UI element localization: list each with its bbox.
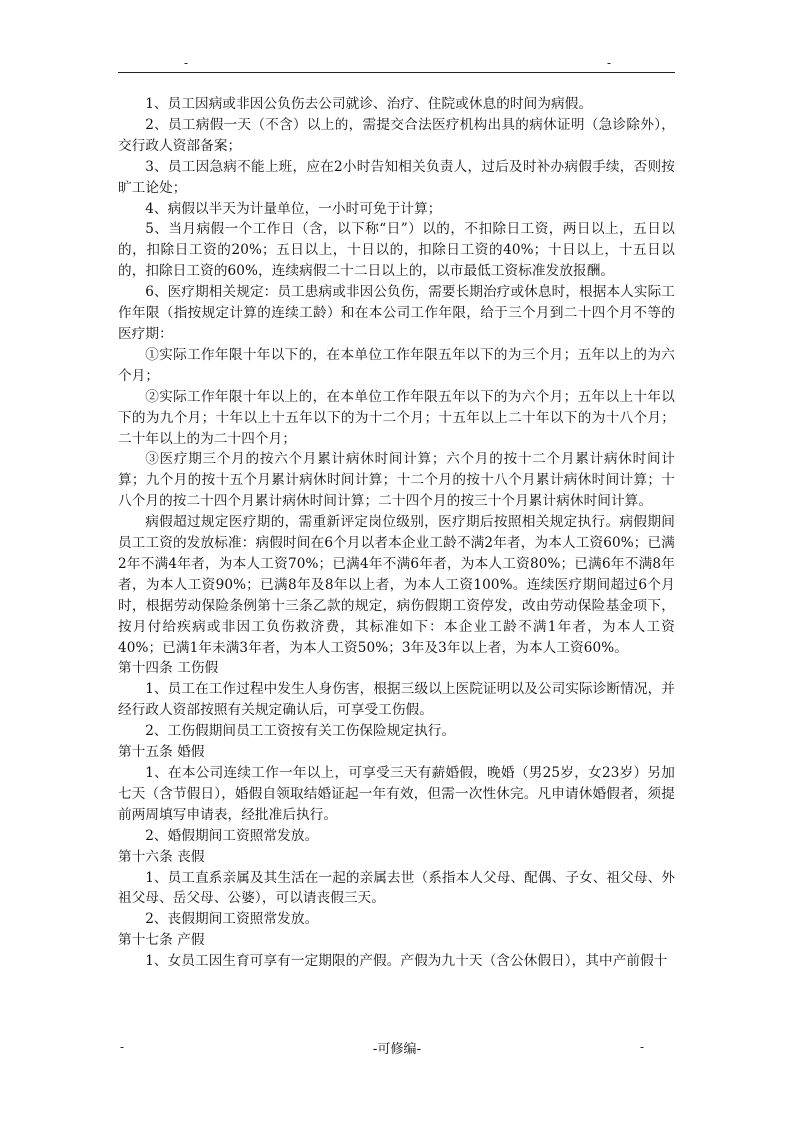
section-heading-marriage-leave: 第十五条 婚假 xyxy=(118,744,205,761)
paragraph: 4、病假以半天为计量单位，一小时可免于计算； xyxy=(145,200,442,217)
section-item: 2、婚假期间工资照常发放。 xyxy=(145,827,319,844)
section-heading-maternity-leave: 第十七条 产假 xyxy=(118,932,205,949)
header-left-mark: - xyxy=(184,56,189,70)
header-rule xyxy=(118,72,675,73)
paragraph: 3、员工因急病不能上班，应在2小时告知相关负责人，过后及时补办病假手续，否则按旷工论处； xyxy=(118,158,675,196)
paragraph: 5、当月病假一个工作日（含，以下称“日”）以的，不扣除日工资，两日以上，五日以的，扣除日工资的20%；五日以上，十日以的，扣除日工资的40%；十日以上，十五日以的，扣除日工资的60%，连续病假二十二日以上的，以市最低工资标准发放报酬。 xyxy=(118,221,675,280)
footer-text: -可修编- xyxy=(372,1042,422,1057)
header-right-mark: - xyxy=(607,56,612,70)
paragraph: ③医疗期三个月的按六个月累计病休时间计算；六个月的按十二个月累计病休时间计算；九个月的按十五个月累计病休时间计算；十二个月的按十八个月累计病休时间计算；十八个月的按二十四个月累计病休时间计算；二十四个月的按三十个月累计病休时间计算。 xyxy=(118,451,675,510)
paragraph: 2、员工病假一天（不含）以上的，需提交合法医疗机构出具的病休证明（急诊除外），交行政人资部备案； xyxy=(118,116,675,154)
section-item: 1、员工在工作过程中发生人身伤害，根据三级以上医院证明以及公司实际诊断情况，并经行政人资部按照有关规定确认后，可享受工伤假。 xyxy=(118,681,675,719)
paragraph: ②实际工作年限十年以上的，在本单位工作年限五年以下的为六个月；五年以上十年以下的为九个月；十年以上十五年以下的为十二个月；十五年以上二十年以下的为十八个月；二十年以上的为二十四个月； xyxy=(118,388,675,447)
paragraph: 病假超过规定医疗期的，需重新评定岗位级别，医疗期后按照相关规定执行。病假期间员工工资的发放标准：病假时间在6个月以者本企业工龄不满2年者，为本人工资60%；已满2年不满4年者，为本人工资70%；已满4年不满6年者，为本人工资80%；已满6年不满8年者，为本人工资90%；已满8年及8年以上者，为本人工资100%。连续医疗期间超过6个月时，根据劳动保险条例第十三条乙款的规定，病伤假期工资停发，改由劳动保险基金项下，按月付给疾病或非因工负伤救济费，其标准如下：本企业工龄不满1年者，为本人工资40%；已满1年未满3年者，为本人工资50%；3年及3年以上者，为本人工资60%。 xyxy=(118,514,675,656)
footer-right-mark: - xyxy=(640,1040,645,1054)
paragraph: 6、医疗期相关规定：员工患病或非因公负伤，需要长期治疗或休息时，根据本人实际工作年限（指按规定计算的连续工龄）和在本公司工作年限，给于三个月到二十四个月不等的医疗期： xyxy=(118,284,675,342)
paragraph: ①实际工作年限十年以下的，在本单位工作年限五年以下的为三个月；五年以上的为六个月； xyxy=(118,346,675,384)
section-item: 2、丧假期间工资照常发放。 xyxy=(145,911,319,928)
section-heading-bereavement-leave: 第十六条 丧假 xyxy=(118,848,205,865)
section-heading-work-injury: 第十四条 工伤假 xyxy=(118,660,219,677)
section-item: 1、女员工因生育可享有一定期限的产假。产假为九十天（含公休假日），其中产前假十 xyxy=(145,953,668,970)
section-item: 1、员工直系亲属及其生活在一起的亲属去世（系指本人父母、配偶、子女、祖父母、外祖父母、岳父母、公婆），可以请丧假三天。 xyxy=(118,869,675,907)
footer-left-mark: - xyxy=(120,1040,125,1054)
section-item: 1、在本公司连续工作一年以上，可享受三天有薪婚假，晚婚（男25岁，女23岁）另加七天（含节假日），婚假自领取结婚证起一年有效，但需一次性休完。凡申请休婚假者，须提前两周填写申请表，经批准后执行。 xyxy=(118,765,675,823)
paragraph: 1、员工因病或非因公负伤去公司就诊、治疗、住院或休息的时间为病假。 xyxy=(145,96,593,112)
document-body xyxy=(118,94,675,972)
section-item: 2、工伤假期间员工工资按有关工伤保险规定执行。 xyxy=(145,723,456,740)
